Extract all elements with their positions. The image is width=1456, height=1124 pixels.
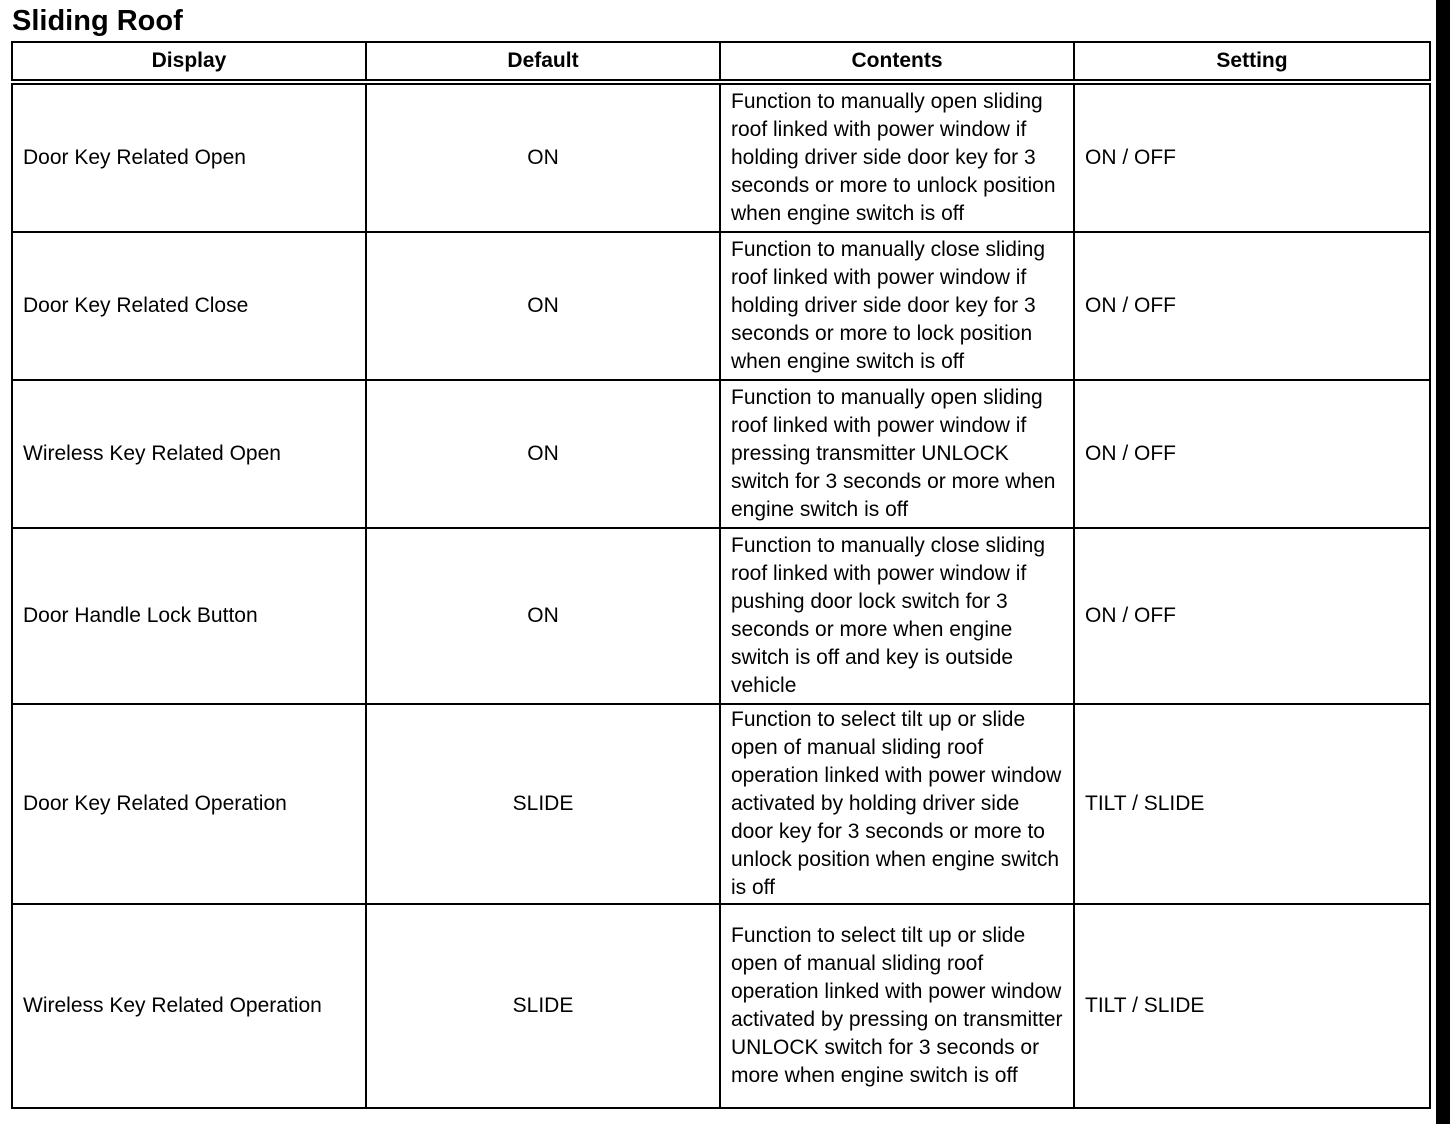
- cell-contents: Function to manually open sliding roof linked with power window if pressing transmitter UNLOCK switch for 3 seconds or more when engine switch is off: [720, 380, 1074, 528]
- cell-display: Door Key Related Open: [12, 82, 366, 232]
- cell-setting: ON / OFF: [1074, 380, 1430, 528]
- cell-display: Door Key Related Close: [12, 232, 366, 380]
- cell-default: ON: [366, 232, 720, 380]
- header-setting: Setting: [1074, 42, 1430, 82]
- cell-display: Door Handle Lock Button: [12, 528, 366, 704]
- table-row: [12, 232, 1430, 380]
- cell-display: Door Key Related Operation: [12, 704, 366, 904]
- cell-setting: ON / OFF: [1074, 528, 1430, 704]
- cell-default: ON: [366, 528, 720, 704]
- cell-setting: ON / OFF: [1074, 82, 1430, 232]
- cell-default: SLIDE: [366, 904, 720, 1108]
- table-row: [12, 380, 1430, 528]
- cell-display: Wireless Key Related Operation: [12, 904, 366, 1108]
- cell-setting: TILT / SLIDE: [1074, 904, 1430, 1108]
- cell-contents: Function to manually close sliding roof linked with power window if pushing door lock switch for 3 seconds or more when engine switch is off and key is outside vehicle: [720, 528, 1074, 704]
- page-edge-bar: [1436, 0, 1450, 1124]
- cell-contents: Function to select tilt up or slide open of manual sliding roof operation linked with power window activated by pressing on transmitter UNLOCK switch for 3 seconds or more when engine switch is off: [720, 904, 1074, 1108]
- cell-default: ON: [366, 380, 720, 528]
- header-display: Display: [12, 42, 366, 82]
- table-row: [12, 528, 1430, 704]
- header-default: Default: [366, 42, 720, 82]
- cell-default: ON: [366, 82, 720, 232]
- header-contents: Contents: [720, 42, 1074, 82]
- cell-setting: TILT / SLIDE: [1074, 704, 1430, 904]
- cell-display: Wireless Key Related Open: [12, 380, 366, 528]
- cell-contents: Function to manually close sliding roof linked with power window if holding driver side door key for 3 seconds or more to lock position when engine switch is off: [720, 232, 1074, 380]
- table-row: [12, 82, 1430, 232]
- table-header-row: [12, 42, 1430, 82]
- cell-contents: Function to manually open sliding roof linked with power window if holding driver side door key for 3 seconds or more to unlock position when engine switch is off: [720, 82, 1074, 232]
- table-row: [12, 704, 1430, 904]
- cell-contents: Function to select tilt up or slide open of manual sliding roof operation linked with power window activated by holding driver side door key for 3 seconds or more to unlock position when engine switch is off: [720, 704, 1074, 904]
- page-title: Sliding Roof: [12, 5, 183, 37]
- settings-table: [11, 41, 1431, 1109]
- cell-setting: ON / OFF: [1074, 232, 1430, 380]
- cell-default: SLIDE: [366, 704, 720, 904]
- table-row: [12, 904, 1430, 1108]
